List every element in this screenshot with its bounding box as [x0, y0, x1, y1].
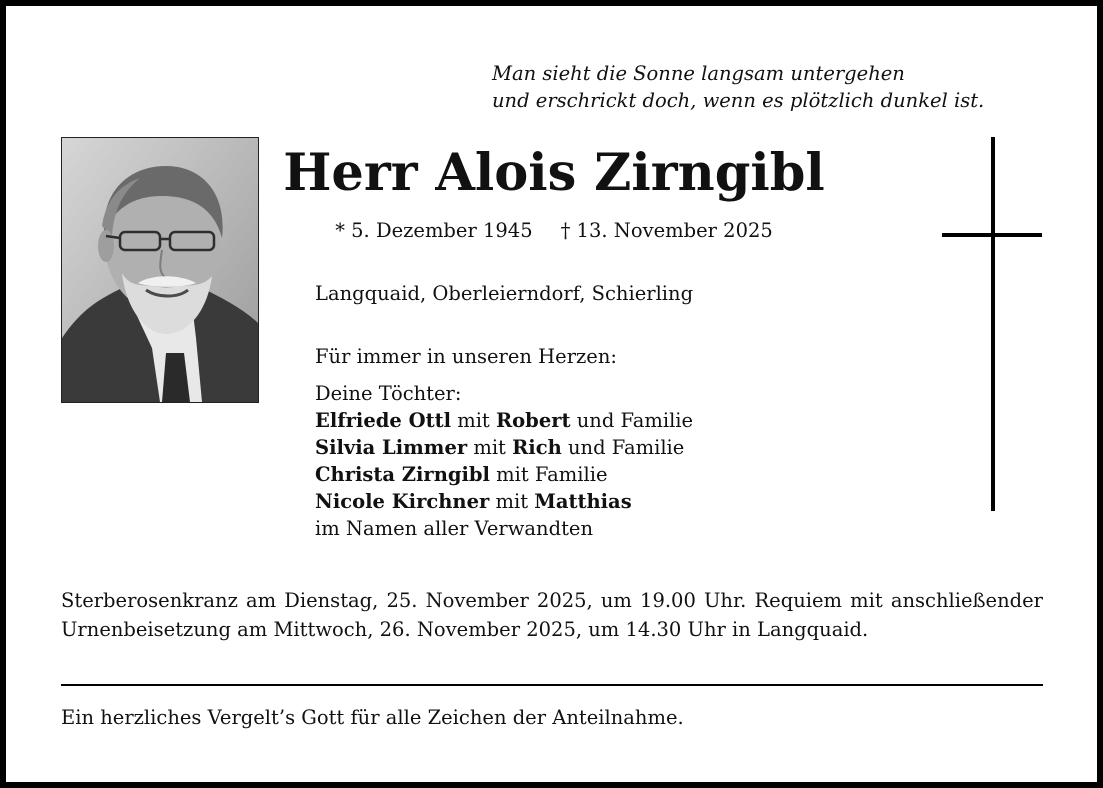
- latin-cross-icon: [942, 137, 1042, 511]
- mourner-suffix: und Familie: [570, 409, 694, 432]
- mourner-family: [315, 407, 693, 434]
- mourner-joiner: mit: [489, 490, 535, 513]
- thanks-note: Ein herzliches Vergelt’s Gott für alle Zeichen der Anteilnahme.: [61, 706, 684, 729]
- mourner-partner: Rich: [512, 436, 562, 459]
- deceased-name: Herr Alois Zirngibl: [283, 143, 825, 203]
- mourner-joiner: mit: [451, 409, 496, 432]
- mourner-partner: Matthias: [534, 490, 632, 513]
- mourner-family: [315, 461, 693, 488]
- mourner-joiner: mit Familie: [489, 463, 608, 486]
- mourner-name: Elfriede Ottl: [315, 409, 451, 432]
- mourners-closing: im Namen aller Verwandten: [315, 517, 594, 540]
- residence-places: Langquaid, Oberleierndorf, Schierling: [315, 282, 694, 305]
- mourners-heading: Für immer in unseren Herzen:: [315, 345, 617, 368]
- motto-quote: [492, 60, 984, 114]
- mourner-family: [315, 434, 693, 461]
- death-date: † 13. November 2025: [560, 219, 773, 242]
- mourner-partner: Robert: [495, 409, 571, 432]
- divider: [61, 684, 1043, 686]
- portrait-photo: [61, 137, 259, 403]
- mourner-family: [315, 488, 693, 515]
- life-dates: [276, 218, 832, 244]
- mourners-group-label: Deine Töchter:: [315, 382, 462, 405]
- mourner-name: Silvia Limmer: [315, 436, 468, 459]
- mourners-list: [315, 380, 693, 542]
- cross-vertical-bar: [991, 137, 995, 511]
- cross-horizontal-bar: [942, 233, 1042, 237]
- mourner-name: Nicole Kirchner: [315, 490, 490, 513]
- motto-line-2: und erschrickt doch, wenn es plötzlich dunkel ist.: [492, 89, 985, 112]
- mourner-suffix: und Familie: [561, 436, 685, 459]
- mourner-name: Christa Zirngibl: [315, 463, 490, 486]
- mourner-joiner: mit: [467, 436, 513, 459]
- motto-line-1: Man sieht die Sonne langsam untergehen: [492, 62, 905, 85]
- service-notice: Sterberosenkranz am Dienstag, 25. November 2025, um 19.00 Uhr. Requiem mit anschließender Urnenbeisetzung am Mittwoch, 26. November 2025, um 14.30 Uhr in Langquaid.: [61, 589, 1043, 641]
- birth-date: * 5. Dezember 1945: [335, 219, 533, 242]
